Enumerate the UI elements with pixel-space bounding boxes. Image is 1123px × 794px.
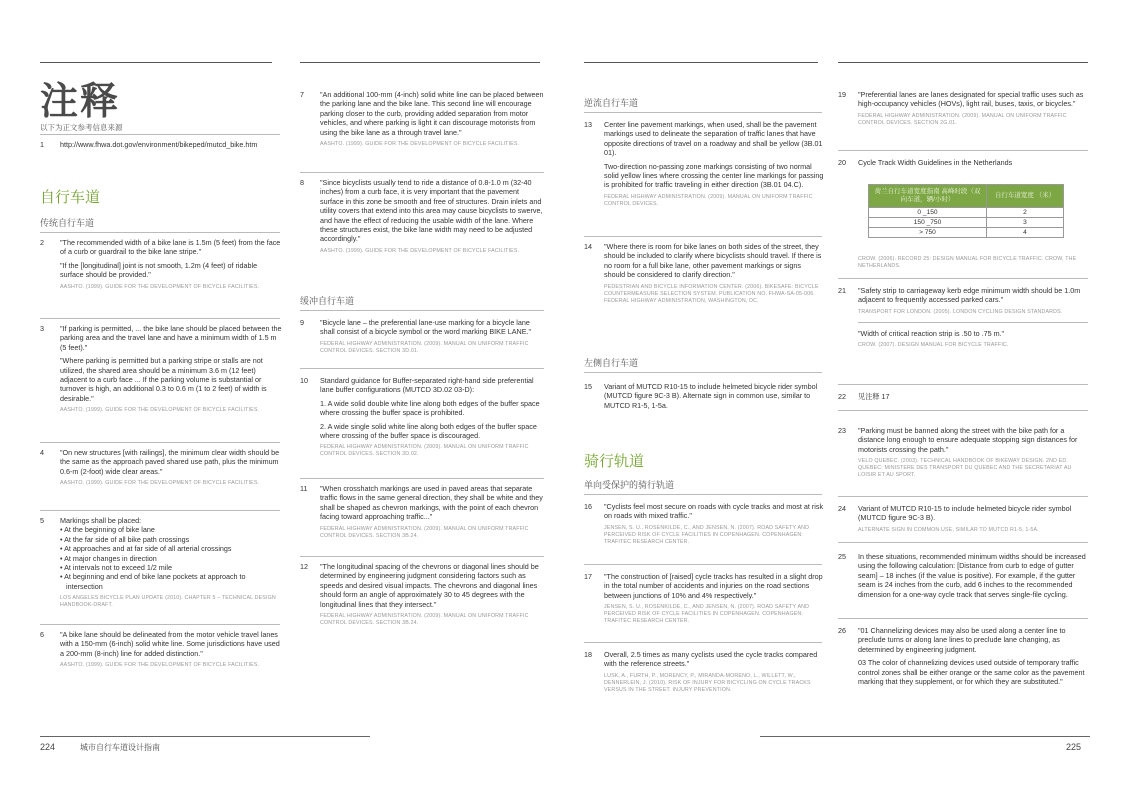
left-page	[22, 26, 562, 771]
list-item: • At major changes in direction	[60, 553, 157, 563]
separator	[584, 372, 822, 373]
note-text: "Where there is room for bike lanes on both sides of the street, they should be included to clarify where bicyclists should travel. If there is no room for a full bike lane, other pavement markings or signs should be considered to clarify direction."	[604, 242, 822, 280]
note-text: 见注释 17	[858, 392, 890, 401]
note-reference: LOS ANGELES BICYCLE PLAN UPDATE (2010). CHAPTER 5 – TECHNICAL DESIGN HANDBOOK-DRAFT.	[60, 595, 276, 609]
note-number: 18	[584, 650, 592, 659]
note-number: 17	[584, 572, 592, 581]
note-text: 1. A wide solid double white line along both edges of the buffer space where crossing the buffer space is prohibited.	[320, 398, 540, 418]
note-number: 4	[40, 448, 44, 457]
note-number: 20	[838, 158, 846, 167]
separator	[838, 278, 1088, 279]
section-title: 骑行轨道	[584, 453, 645, 470]
separator	[300, 478, 544, 479]
section-subtitle: 传统自行车道	[40, 218, 95, 228]
note-number: 2	[40, 238, 44, 247]
note-number: 9	[300, 318, 304, 327]
note-number: 12	[300, 562, 308, 571]
note-text: "If the [longitudinal] joint is not smooth, 1.2m (4 feet) of ridable surface should be provided."	[60, 260, 258, 280]
note-reference: FEDERAL HIGHWAY ADMINISTRATION. (2009). MANUAL ON UNIFORM TRAFFIC CONTROL DEVICES.	[604, 193, 813, 207]
note-text: 2. A wide single solid white line along both edges of the buffer space where crossing of the buffer space is discouraged.	[320, 421, 537, 441]
separator	[300, 556, 544, 557]
separator	[858, 322, 1088, 323]
note-reference: LUSK, A., FURTH, P., MORENCY, P., MIRANDA-MORENO, L., WILLETT, W., DENNERLEIN, J. (2010). RISK OF INJURY FOR BICYCLING ON CYCLE TRACKS VERSUS IN THE STREET. INJURY PREVENTION.	[604, 672, 811, 693]
note-reference: FEDERAL HIGHWAY ADMINISTRATION. (2009). MANUAL ON UNIFORM TRAFFIC CONTROL DEVICES. SECTION 3B.24.	[320, 613, 529, 627]
separator	[300, 310, 544, 311]
note-reference: FEDERAL HIGHWAY ADMINISTRATION. (2009). MANUAL ON UNIFORM TRAFFIC CONTROL DEVICES. SECTION 3D.02.	[320, 444, 529, 458]
note-number: 5	[40, 516, 44, 525]
book-title: 城市自行车道设计指南	[80, 743, 160, 752]
note-number: 16	[584, 502, 592, 511]
note-text: "The longitudinal spacing of the chevrons or diagonal lines should be determined by engineering judgment considering factors such as speeds and desired visual impacts. The chevrons and diagonal lines should form an angle of approximately 30 to 45 degrees with the longitudinal lines that they intersect."	[320, 562, 539, 609]
note-reference: JENSEN, S. U., ROSENKILDE, C., AND JENSEN, N. (2007). ROAD SAFETY AND PERCEIVED RISK OF CYCLE FACILITIES IN COPENHAGEN. COPENHAGEN: TRAFITEC RESEARCH CENTER.	[604, 604, 810, 625]
source-label: 以下为正文参考信息来源	[40, 123, 123, 132]
section-title: 自行车道	[40, 189, 101, 206]
note-number: 3	[40, 324, 44, 333]
note-text: Markings shall be placed:	[60, 516, 142, 525]
note-number: 22	[838, 392, 846, 401]
top-rule	[40, 62, 272, 63]
note-reference: FEDERAL HIGHWAY ADMINISTRATION. (2009). MANUAL ON UNIFORM TRAFFIC CONTROL DEVICES. SECTION 3B.24.	[320, 525, 529, 539]
list-item: • At intervals not to exceed 1/2 mile	[60, 563, 172, 573]
top-rule	[584, 62, 818, 63]
note-text: Two-direction no-passing zone markings consisting of two normal solid yellow lines where crossing the center line markings for passing is prohibited for traffic traveling in either direction (3B.01 04.C).	[604, 161, 824, 190]
note-reference: VELO QUEBEC. (2003). TECHNICAL HANDBOOK OF BIKEWAY DESIGN. 2ND ED. QUEBEC: MINISTERE DES TRANSPORT DU QUEBEC AND THE SECRETARIAT AU LOISIR ET AU SPORT.	[858, 458, 1072, 479]
note-reference: FEDERAL HIGHWAY ADMINISTRATION. (2009). MANUAL ON UNIFORM TRAFFIC CONTROL DEVICES. SECTION 3D.01.	[320, 340, 529, 354]
table-row	[869, 228, 1064, 238]
list-item: • At beginning and end of bike lane pockets at approach to intersection	[60, 572, 246, 591]
separator	[584, 494, 822, 495]
note-text: "Cyclists feel most secure on roads with cycle tracks and most at risk on roads with mixed traffic."	[604, 502, 824, 521]
list-item: • At the beginning of bike lane	[60, 525, 155, 535]
note-reference: AASHTO. (1999). GUIDE FOR THE DEVELOPMENT OF BICYCLE FACILITIES.	[60, 407, 260, 414]
page-number: 225	[1066, 742, 1082, 752]
separator	[838, 384, 1088, 385]
page-title: 注释	[40, 81, 121, 123]
separator	[838, 542, 1088, 543]
table-header: 自行车道宽度 （米）	[987, 185, 1064, 208]
note-number: 15	[584, 382, 592, 391]
list-item: • At the far side of all bike path crossings	[60, 534, 190, 544]
separator	[40, 442, 280, 443]
folio-rule	[760, 736, 1090, 737]
separator	[838, 410, 1088, 411]
folio-rule	[40, 736, 370, 737]
marking-list	[60, 525, 282, 591]
separator	[838, 150, 1088, 151]
note-number: 10	[300, 376, 308, 385]
note-number: 26	[838, 626, 846, 635]
note-reference: FEDERAL HIGHWAY ADMINISTRATION. (2009). MANUAL ON UNIFORM TRAFFIC CONTROL DEVICES. SECTION 2G.01.	[858, 112, 1067, 126]
note-text: Standard guidance for Buffer-separated right-hand side preferential lane buffer configurations (MUTCD 3D.02 03-D):	[320, 376, 534, 395]
width-guideline-table	[868, 184, 1064, 238]
note-text: 03 The color of channelizing devices used outside of temporary traffic control zones shall be either orange or the same color as the pavement marking that they supplement, or for which they are substituted."	[858, 658, 1085, 687]
note-text: "When crosshatch markings are used in paved areas that separate traffic flows in the same general direction, they shall be white and they shall be shaped as chevron markings, with the point of each chevron facing toward approaching traffic..."	[320, 484, 543, 522]
separator	[838, 496, 1088, 497]
note-text: "The recommended width of a bike lane is 1.5m (5 feet) from the face of a curb or guardrail to the bike lane stripe."	[60, 238, 281, 257]
note-text: "Since bicyclists usually tend to ride a distance of 0.8-1.0 m (32-40 inches) from a curb face, it is very important that the pavement surface in this zone be smooth and free of structures. Drain inlets and utility covers that extend into this area may cause bicyclists to swerve, and have the effect of reducing the usable width of the lane. Where these structures exist, the bike lane width may need to be adjusted accordingly."	[320, 178, 543, 244]
note-number: 23	[838, 426, 846, 435]
separator	[584, 112, 822, 113]
note-text: "01 Channelizing devices may also be used along a center line to preclude turns or along lane lines to preclude lane changing, as determined by engineering judgment.	[858, 626, 1066, 654]
note-number: 19	[838, 90, 846, 99]
separator	[584, 564, 822, 565]
note-link-text: http://www.fhwa.dot.gov/environment/bikeped/mutcd_bike.htm	[60, 140, 258, 149]
note-number: 14	[584, 242, 592, 251]
list-item: • At approaches and at far side of all arterial crossings	[60, 544, 232, 554]
note-number: 1	[40, 140, 44, 149]
note-reference: AASHTO. (1999). GUIDE FOR THE DEVELOPMENT OF BICYCLE FACILITIES.	[60, 283, 260, 290]
note-text: Variant of MUTCD R10-15 to include helmeted bicycle rider symbol (MUTCD figure 9C-3 B).	[858, 504, 1072, 523]
note-reference: JENSEN, S. U., ROSENKILDE, C., AND JENSEN, N. (2007). ROAD SAFETY AND PERCEIVED RISK OF CYCLE FACILITIES IN COPENHAGEN. COPENHAGEN: TRAFITEC RESEARCH CENTER.	[604, 524, 810, 545]
note-number: 21	[838, 286, 846, 295]
note-reference: AASHTO. (1999). GUIDE FOR THE DEVELOPMENT OF BICYCLE FACILITIES.	[320, 247, 520, 254]
note-reference: ALTERNATE SIGN IN COMMON USE, SIMILAR TO MUTCD R1-5, 1-5A.	[858, 526, 1039, 533]
note-text: "Safety strip to carriageway kerb edge minimum width should be 1.0m adjacent to frequently accessed parked cars."	[858, 286, 1081, 305]
note-number: 8	[300, 178, 304, 187]
separator	[300, 172, 544, 173]
note-text: Overall, 2.5 times as many cyclists used the cycle tracks compared with the reference streets."	[604, 650, 818, 669]
separator	[40, 318, 280, 319]
table-cell: 2	[987, 208, 1064, 218]
note-text: "Width of critical reaction strip is .50 to .75 m."	[858, 328, 1005, 338]
note-text: Center line pavement markings, when used, shall be the pavement markings used to delineate the separation of traffic lanes that have opposite directions of travel on a roadway and shall be yellow (3B.01 01).	[604, 120, 823, 158]
page-number: 224	[40, 742, 56, 752]
section-subtitle: 缓冲自行车道	[300, 296, 355, 306]
note-text: "If parking is permitted, ... the bike lane should be placed between the parking area and the travel lane and have a minimum width of 1.5 m (5 feet)."	[60, 324, 282, 352]
note-number: 6	[40, 630, 44, 639]
section-subtitle: 左侧自行车道	[584, 358, 639, 368]
note-text: "Preferential lanes are lanes designated for special traffic uses such as high-occupancy vehicles (HOVs), light rail, buses, taxis, or bicycles."	[858, 90, 1084, 109]
note-number: 13	[584, 120, 592, 129]
separator	[838, 618, 1088, 619]
note-reference: AASHTO. (1999). GUIDE FOR THE DEVELOPMENT OF BICYCLE FACILITIES.	[60, 662, 260, 669]
separator	[40, 232, 280, 233]
note-reference: AASHTO. (1999). GUIDE FOR THE DEVELOPMENT OF BICYCLE FACILITIES.	[320, 141, 520, 148]
table-row	[869, 218, 1064, 228]
note-reference: CROW. (2006). RECORD 25: DESIGN MANUAL FOR BICYCLE TRAFFIC. CROW, THE NETHERLANDS.	[858, 256, 1077, 269]
table-cell: 4	[987, 228, 1064, 238]
note-text: "On new structures [with railings], the minimum clear width should be the same as the approach paved shared use path, plus the minimum 0.6-m (2-foot) wide clear areas."	[60, 448, 280, 476]
table-cell: 0 _150	[869, 208, 987, 218]
note-text: "Bicycle lane – the preferential lane-use marking for a bicycle lane shall consist of a bicycle symbol or the word marking BIKE LANE."	[320, 318, 532, 337]
table-header: 荷兰自行车道宽度指南 高峰时段（双向车道，辆/小时）	[869, 185, 987, 208]
separator	[300, 368, 544, 369]
note-text: "The construction of [raised] cycle tracks has resulted in a slight drop in the total number of accidents and injuries on the road sections between junctions of 10% and 4% respectively."	[604, 572, 823, 600]
section-subtitle: 单向受保护的骑行轨道	[584, 480, 675, 490]
right-page	[562, 26, 1102, 771]
separator	[40, 624, 280, 625]
section-subtitle: 逆流自行车道	[584, 98, 639, 108]
top-rule	[300, 62, 540, 63]
separator	[584, 642, 822, 643]
note-number: 11	[300, 484, 308, 493]
note-text: Cycle Track Width Guidelines in the Netherlands	[858, 158, 1013, 167]
top-rule	[838, 62, 1088, 63]
note-number: 25	[838, 552, 846, 561]
table-row	[869, 208, 1064, 218]
note-text: "Where parking is permitted but a parking stripe or stalls are not utilized, the shared area should be a minimum 3.6 m (12 feet) adjacent to a curb face ... If the parking volume is substantial or turnover is high, an additional 0.3 to 0.6 m (1 to 2 feet) of width is desirable."	[60, 356, 267, 403]
separator	[40, 134, 280, 135]
note-reference: PEDESTRIAN AND BICYCLE INFORMATION CENTER. (2006). BIKESAFE: BICYCLE COUNTERMEASURE SELECTION SYSTEM. PUBLICATION NO. FHWA-SA-05-006. FEDERAL HIGHWAY ADMINISTRATION, WASHINGTON, DC.	[604, 283, 819, 304]
note-number: 7	[300, 90, 304, 99]
note-text: Variant of MUTCD R10-15 to include helmeted bicycle rider symbol (MUTCD figure 9C-3 B). Alternate sign in common use, similar to MUTCD R1-5, 1-5a.	[604, 382, 818, 410]
note-text: "A bike lane should be delineated from the motor vehicle travel lanes with a 150-mm (6-inch) solid white line. Some jurisdictions have used a 200-mm (8-inch) line for added distinction."	[60, 630, 280, 658]
note-reference: AASHTO. (1999). GUIDE FOR THE DEVELOPMENT OF BICYCLE FACILITIES.	[60, 480, 260, 487]
note-text: In these situations, recommended minimum widths should be increased using the following calculation: [Distance from curb to edge of gutter seam] – 18 inches (if the value is positive). For example, if the gutter seam is 24 inches from the curb, add 6 inches to the recommended dimension for a one-way cycle track that serves single-file cycling.	[858, 552, 1086, 599]
note-reference: CROW. (2007). DESIGN MANUAL FOR BICYCLE TRAFFIC.	[858, 342, 1009, 349]
table-cell: > 750	[869, 228, 987, 238]
separator	[40, 510, 280, 511]
separator	[584, 236, 822, 237]
table-cell: 3	[987, 218, 1064, 228]
table-cell: 150 _750	[869, 218, 987, 228]
note-text: "Parking must be banned along the street with the bike path for a distance long enough to ensure adequate stopping sign distances for motorists crossing the path."	[858, 426, 1078, 454]
note-reference: TRANSPORT FOR LONDON. (2005). LONDON CYCLING DESIGN STANDARDS.	[858, 308, 1063, 315]
note-text: "An additional 100-mm (4-inch) solid white line can be placed between the parking lane and the bike lane. This second line will encourage parking closer to the curb, providing added separation from motor vehicles, and where parking is light it can discourage motorists from using the bike lane as a through travel lane."	[320, 90, 544, 137]
note-number: 24	[838, 504, 846, 513]
